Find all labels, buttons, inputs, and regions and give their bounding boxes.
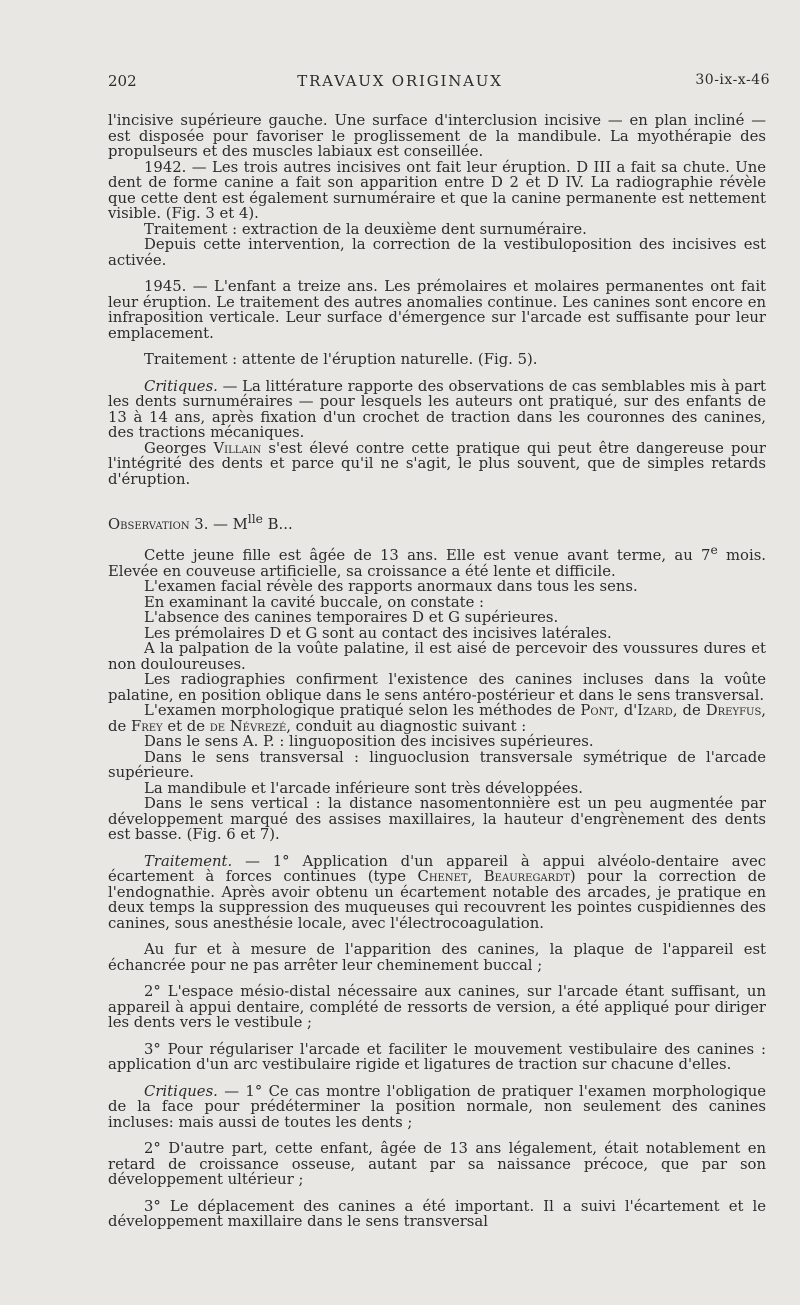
paragraph: En examinant la cavité buccale, on constate : [144, 593, 485, 611]
paragraph: L'examen morphologique pratiqué selon les méthodes de Pont, d'Izard, de Dreyfus, de Frey et de de Névrezé, conduit au diagnostic suivant : [108, 702, 767, 735]
paragraph: Les prémolaires D et G sont au contact des incisives latérales. [144, 624, 612, 642]
paragraph: 3° Pour régulariser l'arcade et faciliter le mouvement vestibulaire des canines : application d'un arc vestibulaire rigide et ligatures de traction sur chacune d'elles. [108, 1040, 766, 1074]
paragraph: 2° D'autre part, cette enfant, âgée de 13 ans légalement, était notablement en retard de croissance osseuse, autant par sa naissance précoce, que par son développement ultérieur ; [108, 1140, 766, 1189]
paragraph: 3° Le déplacement des canines a été important. Il a suivi l'écartement et le développement maxillaire dans le sens transversal [108, 1197, 766, 1231]
section-lead: Critiques. [144, 377, 218, 395]
author-name: Frey [130, 717, 163, 735]
paragraph: Traitement : extraction de la deuxième dent surnuméraire. [144, 220, 587, 238]
paragraph: Critiques. — La littérature rapporte des observations de cas semblables mis à part les dents surnuméraires — pour lesquels les auteurs ont pratiqué, sur des enfants de 13 à 14 ans, après fixation d'un crochet de traction dans les couronnes des canines, des tractions mécaniques. [108, 377, 766, 441]
paragraph: Critiques. — 1° Ce cas montre l'obligation de pratiquer l'examen morphologique de la face pour prédéterminer la position normale, non seulement des canines incluses: mais aussi de toutes les dents ; [108, 1082, 766, 1131]
paragraph: 1945. — L'enfant a treize ans. Les prémolaires et molaires permanentes ont fait leur éruption. Le traitement des autres anomalies continue. Les canines sont encore en infraposition verticale. Leur surface d'émergence sur l'arcade est suffisante pour leur emplacement. [108, 278, 766, 342]
author-name: Beauregardt [483, 868, 570, 886]
paragraph: 1942. — Les trois autres incisives ont fait leur éruption. D III a fait sa chute. Une dent de forme canine a fait son apparition entre D 2 et D IV. La radiographie révèle que cette dent est également surnuméraire et que la canine permanente est nettement visible. (Fig. 3 et 4). [108, 158, 766, 222]
paragraph: Les radiographies confirment l'existence des canines incluses dans la voûte palatine, en position oblique dans le sens antéro-postérieur et dans le sens transversal. [108, 671, 766, 704]
paragraph: Georges Villain s'est élevé contre cette pratique qui peut être dangereuse pour l'intégrité des dents et parce qu'il ne s'agit, le plus souvent, que de simples retards d'éruption. [108, 439, 766, 488]
author-name: de Névrezé [209, 717, 287, 735]
paragraph: Cette jeune fille est âgée de 13 ans. Elle est venue avant terme, au 7e mois. Elevée en couveuse artificielle, sa croissance a été lente et difficile. [108, 543, 766, 580]
paragraph: l'incisive supérieure gauche. Une surface d'interclusion incisive — en plan incliné — est disposée pour favoriser le proglissement de la mandibule. La myothérapie des propulseurs et des muscles labiaux est conseillée. [108, 112, 766, 160]
paragraph: Traitement. — 1° Application d'un appareil à appui alvéolo-dentaire avec écartement à forces continues (type Chenet, Beauregardt) pour la correction de l'endognathie. Après avoir obtenu un écartement notable des arcades, je pratique en deux temps la suppression des muqueuses qui recouvrent les pointes cuspidiennes des canines, sous anesthésie locale, avec l'électrocoagulation. [108, 852, 766, 932]
paragraph: Au fur et à mesure de l'apparition des canines, la plaque de l'appareil est échancrée pour ne pas arrêter leur cheminement buccal ; [108, 941, 766, 974]
paragraph: Depuis cette intervention, la correction de la vestibuloposition des incisives est activée. [108, 236, 766, 269]
paragraph: L'absence des canines temporaires D et G supérieures. [144, 609, 559, 627]
paragraph: 2° L'espace mésio-distal nécessaire aux canines, sur l'arcade étant suffisant, un appareil à appui dentaire, complété de ressorts de version, a été appliqué pour diriger les dents vers le vestibule ; [108, 983, 766, 1032]
author-name: Pont [580, 702, 614, 720]
page-number: 202 [108, 72, 137, 90]
paragraph: A la palpation de la voûte palatine, il est aisé de percevoir des voussures dures et non douloureuses. [108, 640, 766, 673]
observation-heading: Observation 3. — $M^{lle}$ B... [108, 512, 293, 533]
issue-reference: 30-ix-x-46 [695, 72, 770, 88]
paragraph: Dans le sens transversal : linguoclusion transversale symétrique de l'arcade supérieure. [108, 748, 766, 782]
author-name: Chenet [417, 868, 468, 886]
section-lead: Traitement. [144, 852, 233, 870]
running-title: TRAVAUX ORIGINAUX [297, 72, 503, 90]
paragraph: L'examen facial révèle des rapports anormaux dans tous les sens. [144, 578, 638, 596]
paragraph: Dans le sens vertical : la distance nasomentonnière est un peu augmentée par développement marqué des assises maxillaires, la hauteur d'engrènement des dents est basse. (Fig. 6 et 7). [108, 795, 766, 844]
author-name: Villain [213, 439, 262, 457]
author-name: Izard [637, 702, 673, 720]
paragraph: La mandibule et l'arcade inférieure sont très développées. [144, 779, 583, 797]
paragraph: Traitement : attente de l'éruption naturelle. (Fig. 5). [144, 351, 538, 368]
article-body [108, 113, 766, 1230]
author-name: Dreyfus [705, 702, 762, 720]
paragraph: Dans le sens A. P. : linguoposition des incisives supérieures. [144, 733, 594, 751]
section-lead: Critiques. [144, 1082, 218, 1100]
running-header [0, 72, 800, 96]
